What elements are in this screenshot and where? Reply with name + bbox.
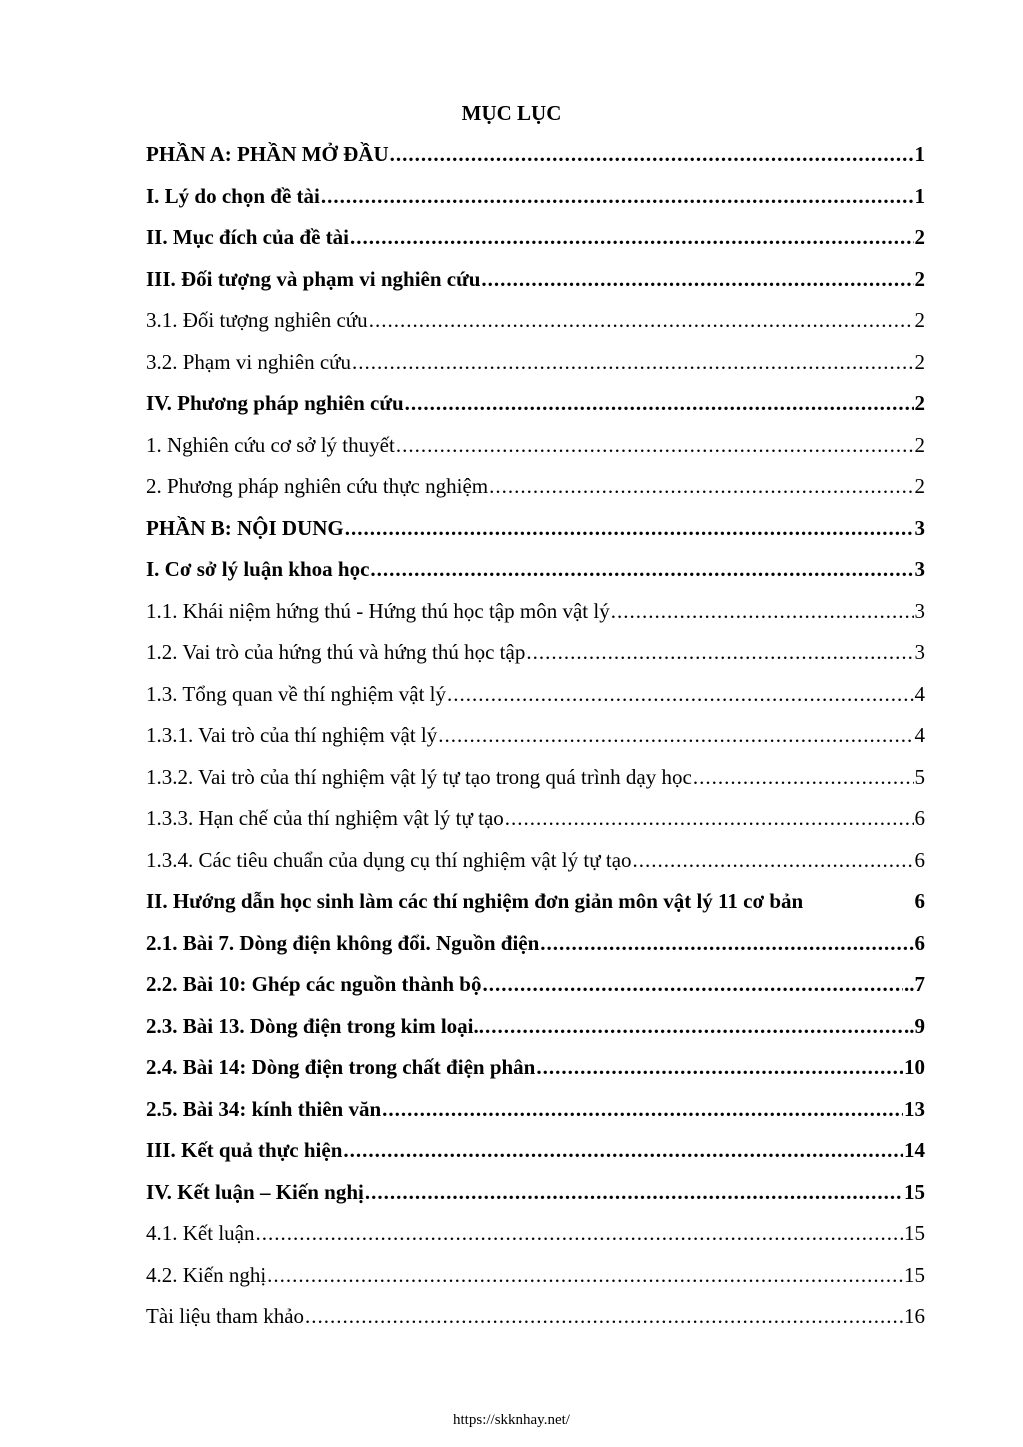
toc-entry-label: 4.1. Kết luận (146, 1221, 255, 1245)
toc-entry[interactable] (146, 1302, 925, 1344)
toc-dot-leader (485, 1012, 903, 1040)
toc-page-number: 2 (914, 266, 925, 291)
toc-dot-leader (390, 140, 914, 168)
toc-dot-leader (350, 223, 913, 251)
toc-entry[interactable] (146, 1095, 925, 1137)
toc-page-number: 10 (904, 1055, 925, 1079)
toc-entry-label: III. Kết quả thực hiện (146, 1138, 343, 1162)
toc-entry-label: 2.5. Bài 34: kính thiên văn (146, 1096, 382, 1121)
toc-entry[interactable] (146, 721, 925, 763)
table-of-contents (146, 140, 925, 1344)
toc-entry[interactable] (146, 680, 925, 722)
toc-entry[interactable] (146, 140, 925, 182)
toc-entry[interactable] (146, 1261, 925, 1303)
toc-dot-leader (345, 514, 914, 542)
toc-dot-leader (489, 472, 913, 500)
toc-entry-label: 1. Nghiên cứu cơ sở lý thuyết (146, 432, 395, 457)
toc-entry-label: IV. Kết luận – Kiến nghị (146, 1179, 364, 1204)
toc-page-number: 6 (914, 806, 925, 830)
toc-entry-label: II. Mục đích của đề tài (146, 225, 350, 249)
toc-entry[interactable] (146, 804, 925, 846)
toc-entry-label: 1.3.3. Hạn chế của thí nghiệm vật lý tự tạo (146, 806, 504, 830)
toc-entry-label: I. Lý do chọn đề tài (146, 183, 320, 208)
page-title: MỤC LỤC (461, 101, 562, 125)
toc-page-number: 2 (914, 391, 925, 415)
toc-entry[interactable] (146, 431, 925, 473)
toc-entry-label: 4.2. Kiến nghị (146, 1262, 267, 1287)
toc-entry[interactable] (146, 389, 925, 431)
toc-entry-label: 1.1. Khái niệm hứng thú - Hứng thú học tập môn vật lý (146, 598, 610, 623)
toc-entry[interactable] (146, 887, 925, 929)
toc-entry-label: 2. Phương pháp nghiên cứu thực nghiệm (146, 474, 489, 498)
toc-dot-leader (369, 306, 914, 334)
toc-entry-label: I. Cơ sở lý luận khoa học (146, 557, 370, 581)
toc-page-number: 2 (914, 474, 925, 498)
toc-dot-leader (255, 1219, 903, 1247)
toc-dot-leader (343, 1136, 903, 1164)
toc-dot-leader (267, 1261, 903, 1289)
toc-entry[interactable] (146, 846, 925, 888)
toc-page-number: 4 (914, 723, 925, 747)
toc-dot-leader (447, 680, 914, 708)
toc-page-number: 6 (914, 847, 925, 872)
toc-entry-label: PHẦN B: NỘI DUNG (146, 515, 344, 540)
toc-dot-leader (438, 721, 913, 749)
toc-page-number: 3 (914, 515, 925, 540)
toc-dot-leader (611, 597, 914, 625)
toc-page-number: 3 (914, 640, 925, 664)
toc-entry[interactable] (146, 1219, 925, 1261)
toc-entry-label: 1.3. Tổng quan về thí nghiệm vật lý (146, 681, 446, 706)
toc-page-number: 1 (914, 183, 925, 208)
toc-page-number: 5 (914, 764, 925, 789)
toc-dot-leader (365, 1178, 903, 1206)
toc-page-number: 14 (904, 1138, 925, 1162)
toc-entry[interactable] (146, 763, 925, 805)
toc-page-number: 4 (914, 681, 925, 706)
toc-page-number: 13 (904, 1096, 925, 1121)
toc-entry-label: 3.2. Phạm vi nghiên cứu (146, 349, 352, 374)
toc-page-number: 1 (914, 142, 925, 166)
toc-entry[interactable] (146, 1053, 925, 1095)
toc-page-number: 15 (904, 1262, 925, 1287)
toc-dot-leader (536, 1053, 903, 1081)
toc-dot-leader (405, 389, 914, 417)
toc-dot-leader (382, 1095, 903, 1123)
toc-page-number: 6 (914, 930, 925, 955)
toc-entry-label: 1.3.2. Vai trò của thí nghiệm vật lý tự tạo trong quá trình dạy học (146, 764, 692, 789)
toc-entry-label: PHẦN A: PHẦN MỞ ĐẦU (146, 142, 389, 166)
toc-entry-label: 2.4. Bài 14: Dòng điện trong chất điện phân (146, 1055, 536, 1079)
toc-entry[interactable] (146, 597, 925, 639)
footer-url: https://skknhay.net/ (453, 1412, 570, 1428)
toc-entry[interactable] (146, 514, 925, 556)
toc-entry-label: 1.2. Vai trò của hứng thú và hứng thú học tập (146, 640, 526, 664)
toc-entry-label: 2.3. Bài 13. Dòng điện trong kim loại.. (146, 1013, 484, 1038)
toc-page-number: 15 (904, 1179, 925, 1204)
toc-entry[interactable] (146, 265, 925, 307)
toc-entry-label: III. Đối tượng và phạm vi nghiên cứu (146, 266, 481, 291)
toc-dot-leader (352, 348, 913, 376)
toc-entry-label: Tài liệu tham khảo (146, 1304, 305, 1328)
toc-page-number: 3 (914, 557, 925, 581)
toc-entry[interactable] (146, 929, 925, 971)
toc-dot-leader (481, 265, 913, 293)
toc-dot-leader (526, 638, 913, 666)
toc-page-number: 15 (904, 1221, 925, 1245)
toc-entry-label: 2.1. Bài 7. Dòng điện không đổi. Nguồn điện (146, 930, 540, 955)
toc-entry[interactable] (146, 1012, 925, 1054)
toc-page-number: 2 (914, 225, 925, 249)
toc-entry-label: II. Hướng dẫn học sinh làm các thí nghiệm đơn giản môn vật lý 11 cơ bản (146, 889, 804, 913)
toc-dot-leader (633, 846, 914, 874)
toc-entry[interactable] (146, 223, 925, 265)
toc-dot-leader (321, 182, 914, 210)
toc-entry-label: 1.3.1. Vai trò của thí nghiệm vật lý (146, 723, 438, 747)
toc-dot-leader (396, 431, 914, 459)
toc-entry[interactable] (146, 182, 925, 224)
toc-entry[interactable] (146, 970, 925, 1012)
toc-entry[interactable] (146, 306, 925, 348)
toc-dot-leader (305, 1302, 903, 1330)
toc-page-number: ..7 (904, 972, 925, 996)
toc-page-number: 2 (914, 432, 925, 457)
toc-entry[interactable] (146, 638, 925, 680)
toc-entry[interactable] (146, 1178, 925, 1220)
toc-entry[interactable] (146, 472, 925, 514)
toc-page-number: 6 (914, 889, 925, 913)
toc-page-number: 2 (914, 349, 925, 374)
toc-entry[interactable] (146, 348, 925, 390)
toc-page-number: 2 (914, 308, 925, 332)
toc-entry[interactable] (146, 1136, 925, 1178)
toc-entry-label: 2.2. Bài 10: Ghép các nguồn thành bộ (146, 972, 482, 996)
toc-dot-leader (370, 555, 913, 583)
toc-dot-leader (540, 929, 913, 957)
toc-dot-leader (693, 763, 914, 791)
toc-entry-label: IV. Phương pháp nghiên cứu (146, 391, 404, 415)
toc-entry-label: 3.1. Đối tượng nghiên cứu (146, 308, 368, 332)
toc-dot-leader (505, 804, 914, 832)
toc-page-number: 3 (914, 598, 925, 623)
toc-dot-leader (483, 970, 904, 998)
toc-entry[interactable] (146, 555, 925, 597)
toc-entry-label: 1.3.4. Các tiêu chuẩn của dụng cụ thí nghiệm vật lý tự tạo (146, 847, 632, 872)
toc-page-number: ..9 (904, 1013, 925, 1038)
toc-page-number: 16 (904, 1304, 925, 1328)
